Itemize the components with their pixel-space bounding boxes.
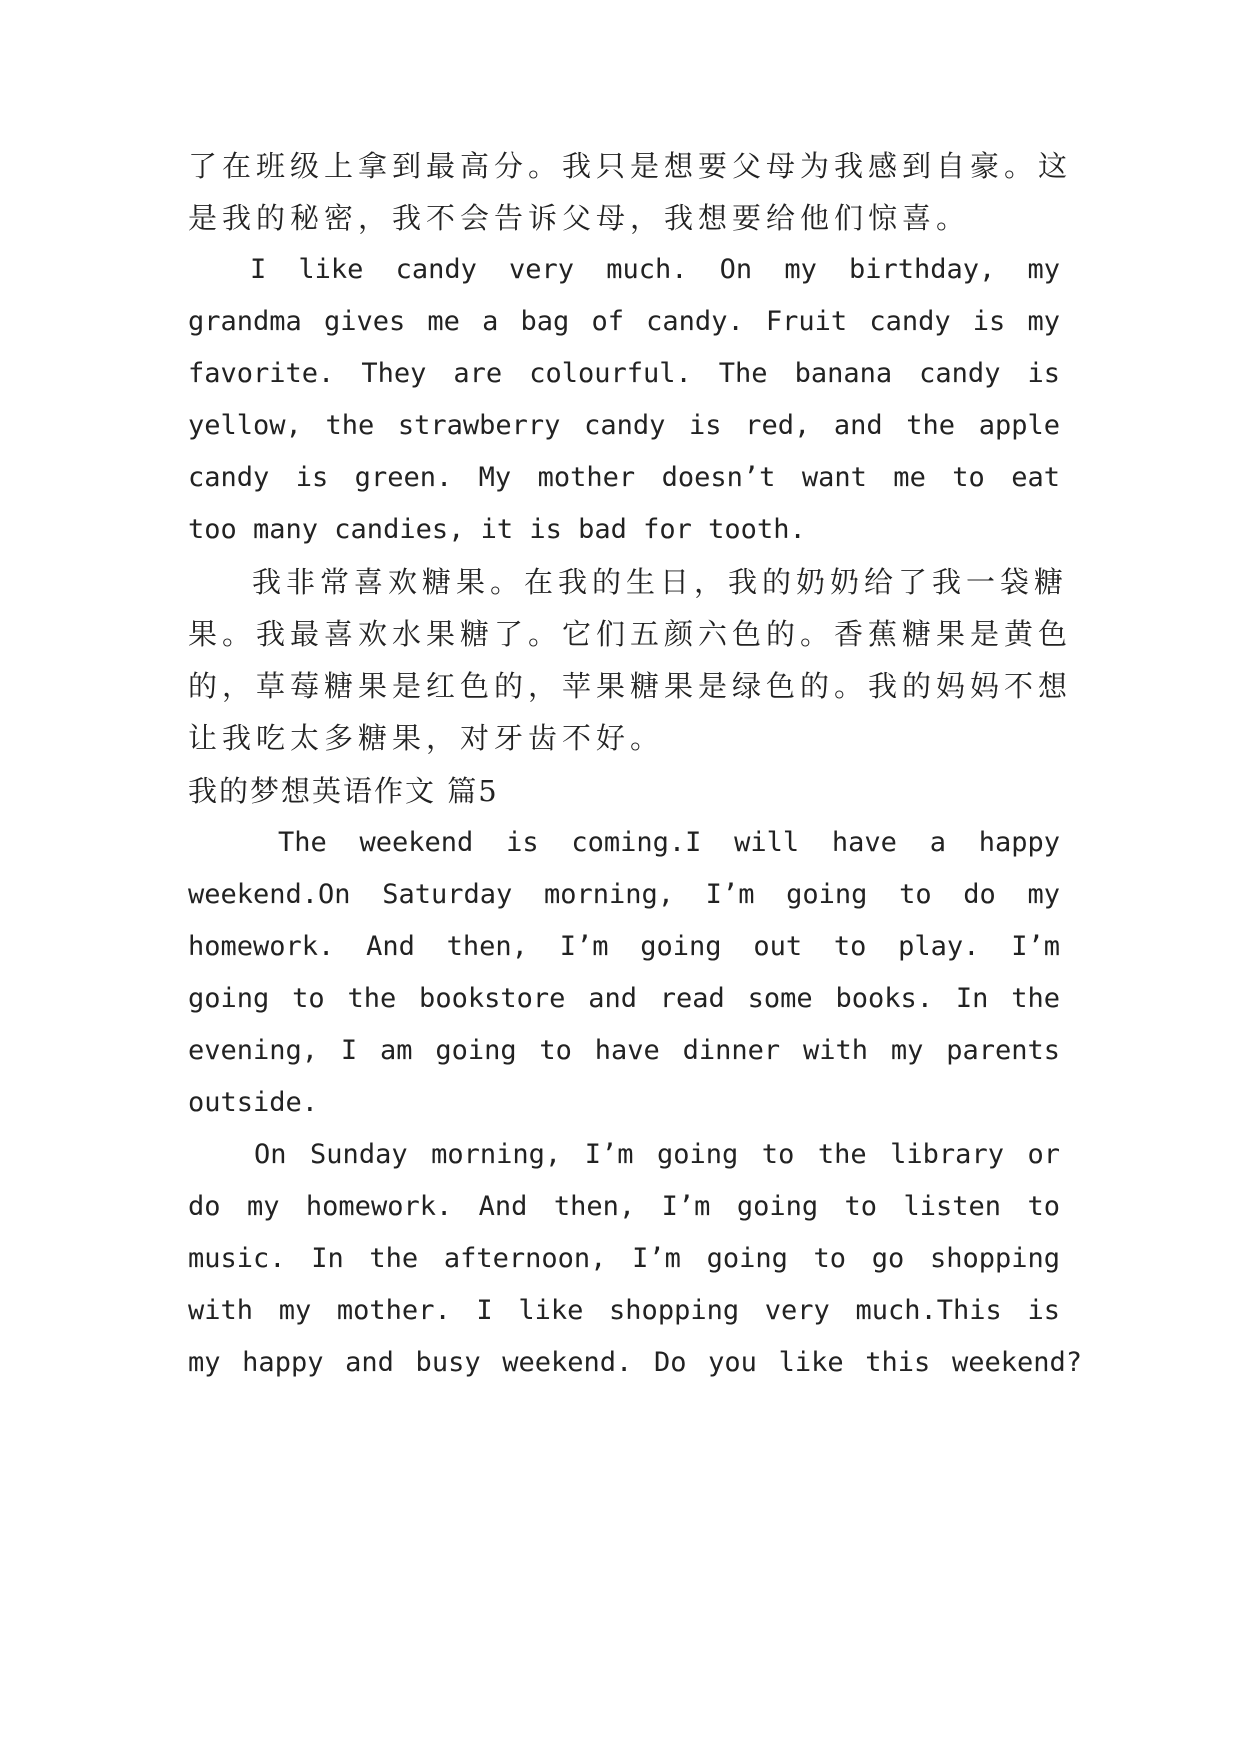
paragraph-line: On Sunday morning, I’m going to the library or [254,1139,1060,1170]
section-heading: 我的梦想英语作文 篇5 [188,774,499,808]
paragraph-line: 我非常喜欢糖果。在我的生日，我的奶奶给了我一袋糖 [252,565,1069,599]
paragraph-line: my happy and busy weekend. Do you like this weekend? [188,1347,1082,1378]
paragraph-line: 的，草莓糖果是红色的，苹果糖果是绿色的。我的妈妈不想 [188,669,1073,703]
paragraph-line: music. In the afternoon, I’m going to go shopping [188,1243,1060,1274]
paragraph-line: evening, I am going to have dinner with my parents [188,1035,1060,1066]
paragraph-line: do my homework. And then, I’m going to listen to [188,1191,1060,1222]
paragraph-line: yellow, the strawberry candy is red, and the apple [188,410,1060,441]
paragraph-line: weekend.On Saturday morning, I’m going to do my [188,879,1060,910]
paragraph-line: 果。我最喜欢水果糖了。它们五颜六色的。香蕉糖果是黄色 [188,617,1073,651]
paragraph-line: The weekend is coming.I will have a happy [278,827,1060,858]
paragraph-line: too many candies, it is bad for tooth. [188,514,806,545]
paragraph-line: going to the bookstore and read some books. In the [188,983,1060,1014]
paragraph-line: with my mother. I like shopping very much.This is [188,1295,1060,1326]
paragraph-line: favorite. They are colourful. The banana candy is [188,358,1060,389]
paragraph-line: 让我吃太多糖果，对牙齿不好。 [188,721,665,755]
paragraph-line: grandma gives me a bag of candy. Fruit candy is my [188,306,1060,337]
paragraph-line: candy is green. My mother doesn’t want me to eat [188,462,1060,493]
paragraph-line: I like candy very much. On my birthday, my [250,254,1060,285]
paragraph-line: outside. [188,1087,319,1118]
paragraph-line: 是我的秘密，我不会告诉父母，我想要给他们惊喜。 [188,201,971,235]
paragraph-line: 了在班级上拿到最高分。我只是想要父母为我感到自豪。这 [188,149,1073,183]
paragraph-line: homework. And then, I’m going out to play. I’m [188,931,1060,962]
